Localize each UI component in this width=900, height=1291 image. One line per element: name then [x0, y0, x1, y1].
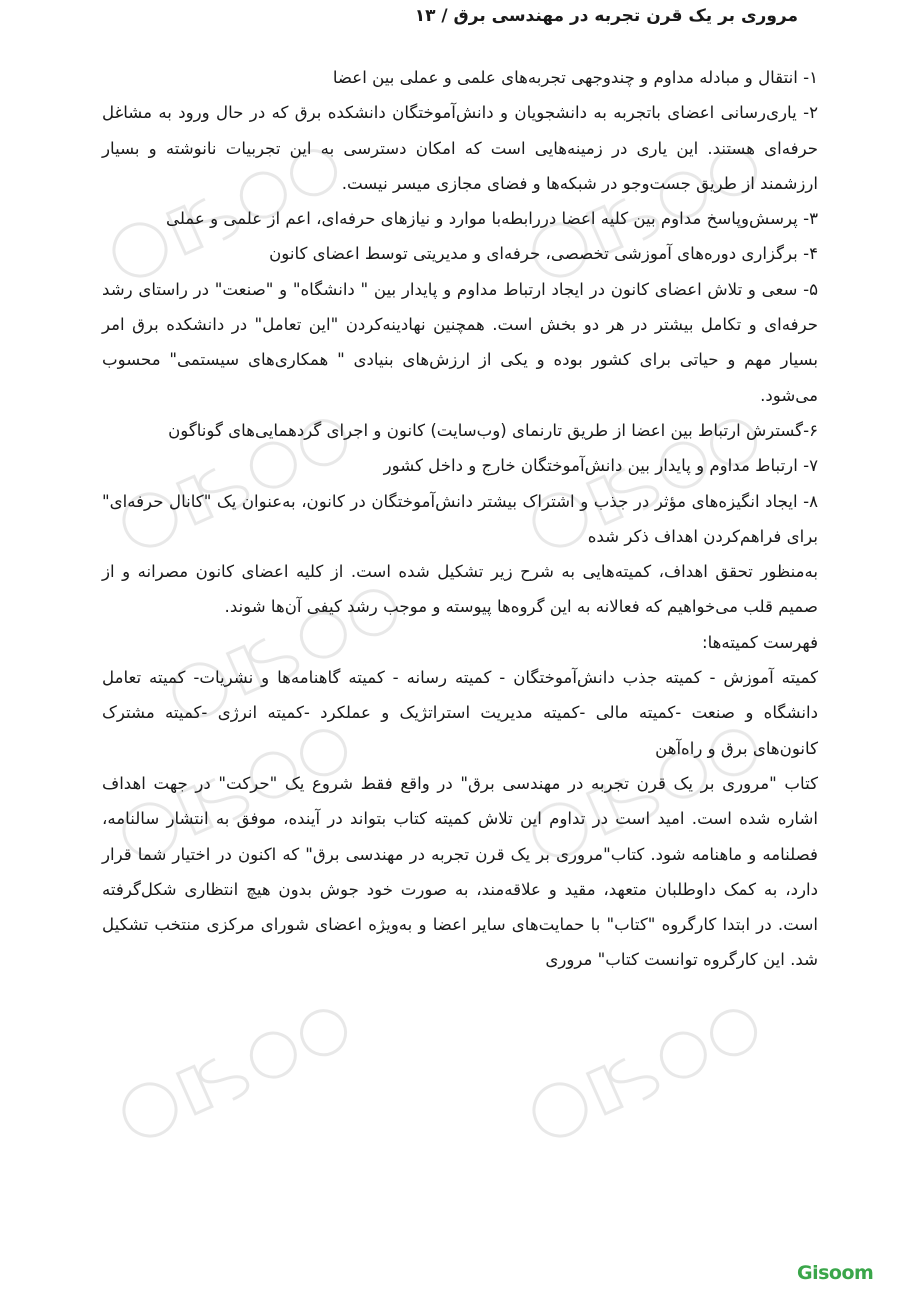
objective-4: ۴- برگزاری دوره‌های آموزشی تخصصی، حرفه‌ای و مدیریتی توسط اعضای کانون	[269, 244, 818, 264]
committees-heading: فهرست کمیته‌ها:	[701, 632, 818, 652]
objective-7: ۷- ارتباط مداوم و پایدار بین دانش‌آموختگان خارج و داخل کشور	[383, 456, 818, 476]
objective-5: ۵- سعی و تلاش اعضای کانون در ایجاد ارتباط مداوم و پایدار بین " دانشگاه" و "صنعت" در راستای رشد حرفه‌ای و تکامل بیشتر در هر دو بخش است. همچنین نهادینه‌کردن "این تعامل" در دانشکده برق امر بسیار مهم و حیاتی برای کشور بوده و یکی از ارزش‌های بنیادی " همکاری‌های سیستمی" محسوب می‌شود.	[102, 279, 818, 405]
body-text	[102, 60, 818, 978]
objective-8: ۸- ایجاد انگیزه‌های مؤثر در جذب و اشتراک بیشتر دانش‌آموختگان در کانون، به‌عنوان یک "کانال حرفه‌ای" برای فراهم‌کردن اهداف ذکر شده	[102, 491, 818, 546]
committees-list: کمیته آموزش - کمیته جذب دانش‌آموختگان - کمیته رسانه - کمیته گاهنامه‌ها و نشریات- کمیته تعامل دانشگاه و صنعت -کمیته مالی -کمیته مدیریت استراتژیک و عملکرد -کمیته انرژی -کمیته مشترک کانون‌های برق و راه‌آهن	[102, 668, 818, 758]
objective-2: ۲- یاری‌رسانی اعضای باتجربه به دانشجویان و دانش‌آموختگان دانشکده برق که در حال ورود به مشاغل حرفه‌ای هستند. این یاری در زمینه‌هایی است که امکان دسترسی به این تجربیات نانوشته و بسیار ارزشمند از طریق جست‌وجو در شبکه‌ها و فضای مجازی میسر نیست.	[102, 103, 818, 193]
committees-intro: به‌منظور تحقق اهداف، کمیته‌هایی به شرح زیر تشکیل شده است. از کلیه اعضای کانون مصرانه و از صمیم قلب می‌خواهیم که فعالانه به این گروه‌ها پیوسته و موجب رشد کیفی آن‌ها شوند.	[102, 562, 818, 617]
objective-1: ۱- انتقال و مبادله مداوم و چندوجهی تجربه‌های علمی و عملی بین اعضا	[332, 68, 818, 87]
gisoom-logo: Gisoom	[797, 1262, 874, 1284]
objective-6: ۶-گسترش ارتباط بین اعضا از طریق تارنمای (وب‌سایت) کانون و اجرای گردهمایی‌های گوناگون	[168, 420, 818, 440]
running-header: مروری بر یک قرن تجربه در مهندسی برق / ۱۳	[414, 6, 798, 26]
objective-3: ۳- پرسش‌وپاسخ مداوم بین کلیه اعضا دررابطه‌با موارد و نیازهای حرفه‌ای، اعم از علمی و عملی	[165, 209, 818, 229]
book-paragraph: کتاب "مروری بر یک قرن تجربه در مهندسی برق" در واقع فقط شروع یک "حرکت" در جهت اهداف اشاره شده است. امید است در تداوم این تلاش کمیته کتاب بتواند در آینده، موفق به انتشار سالنامه، فصلنامه و ماهنامه شود. کتاب"مروری بر یک قرن تجربه در مهندسی برق" که اکنون در اختیار شما قرار دارد، به کمک داوطلبان متعهد، مقید و علاقه‌مند، به صورت خود جوش بدون هیچ انتظاری شکل‌گرفته است. در ابتدا کارگروه "کتاب" با حمایت‌های سایر اعضا و به‌ویژه اعضای شورای مرکزی منتخب تشکیل شد. این کارگروه توانست کتاب" مروری	[102, 773, 818, 970]
